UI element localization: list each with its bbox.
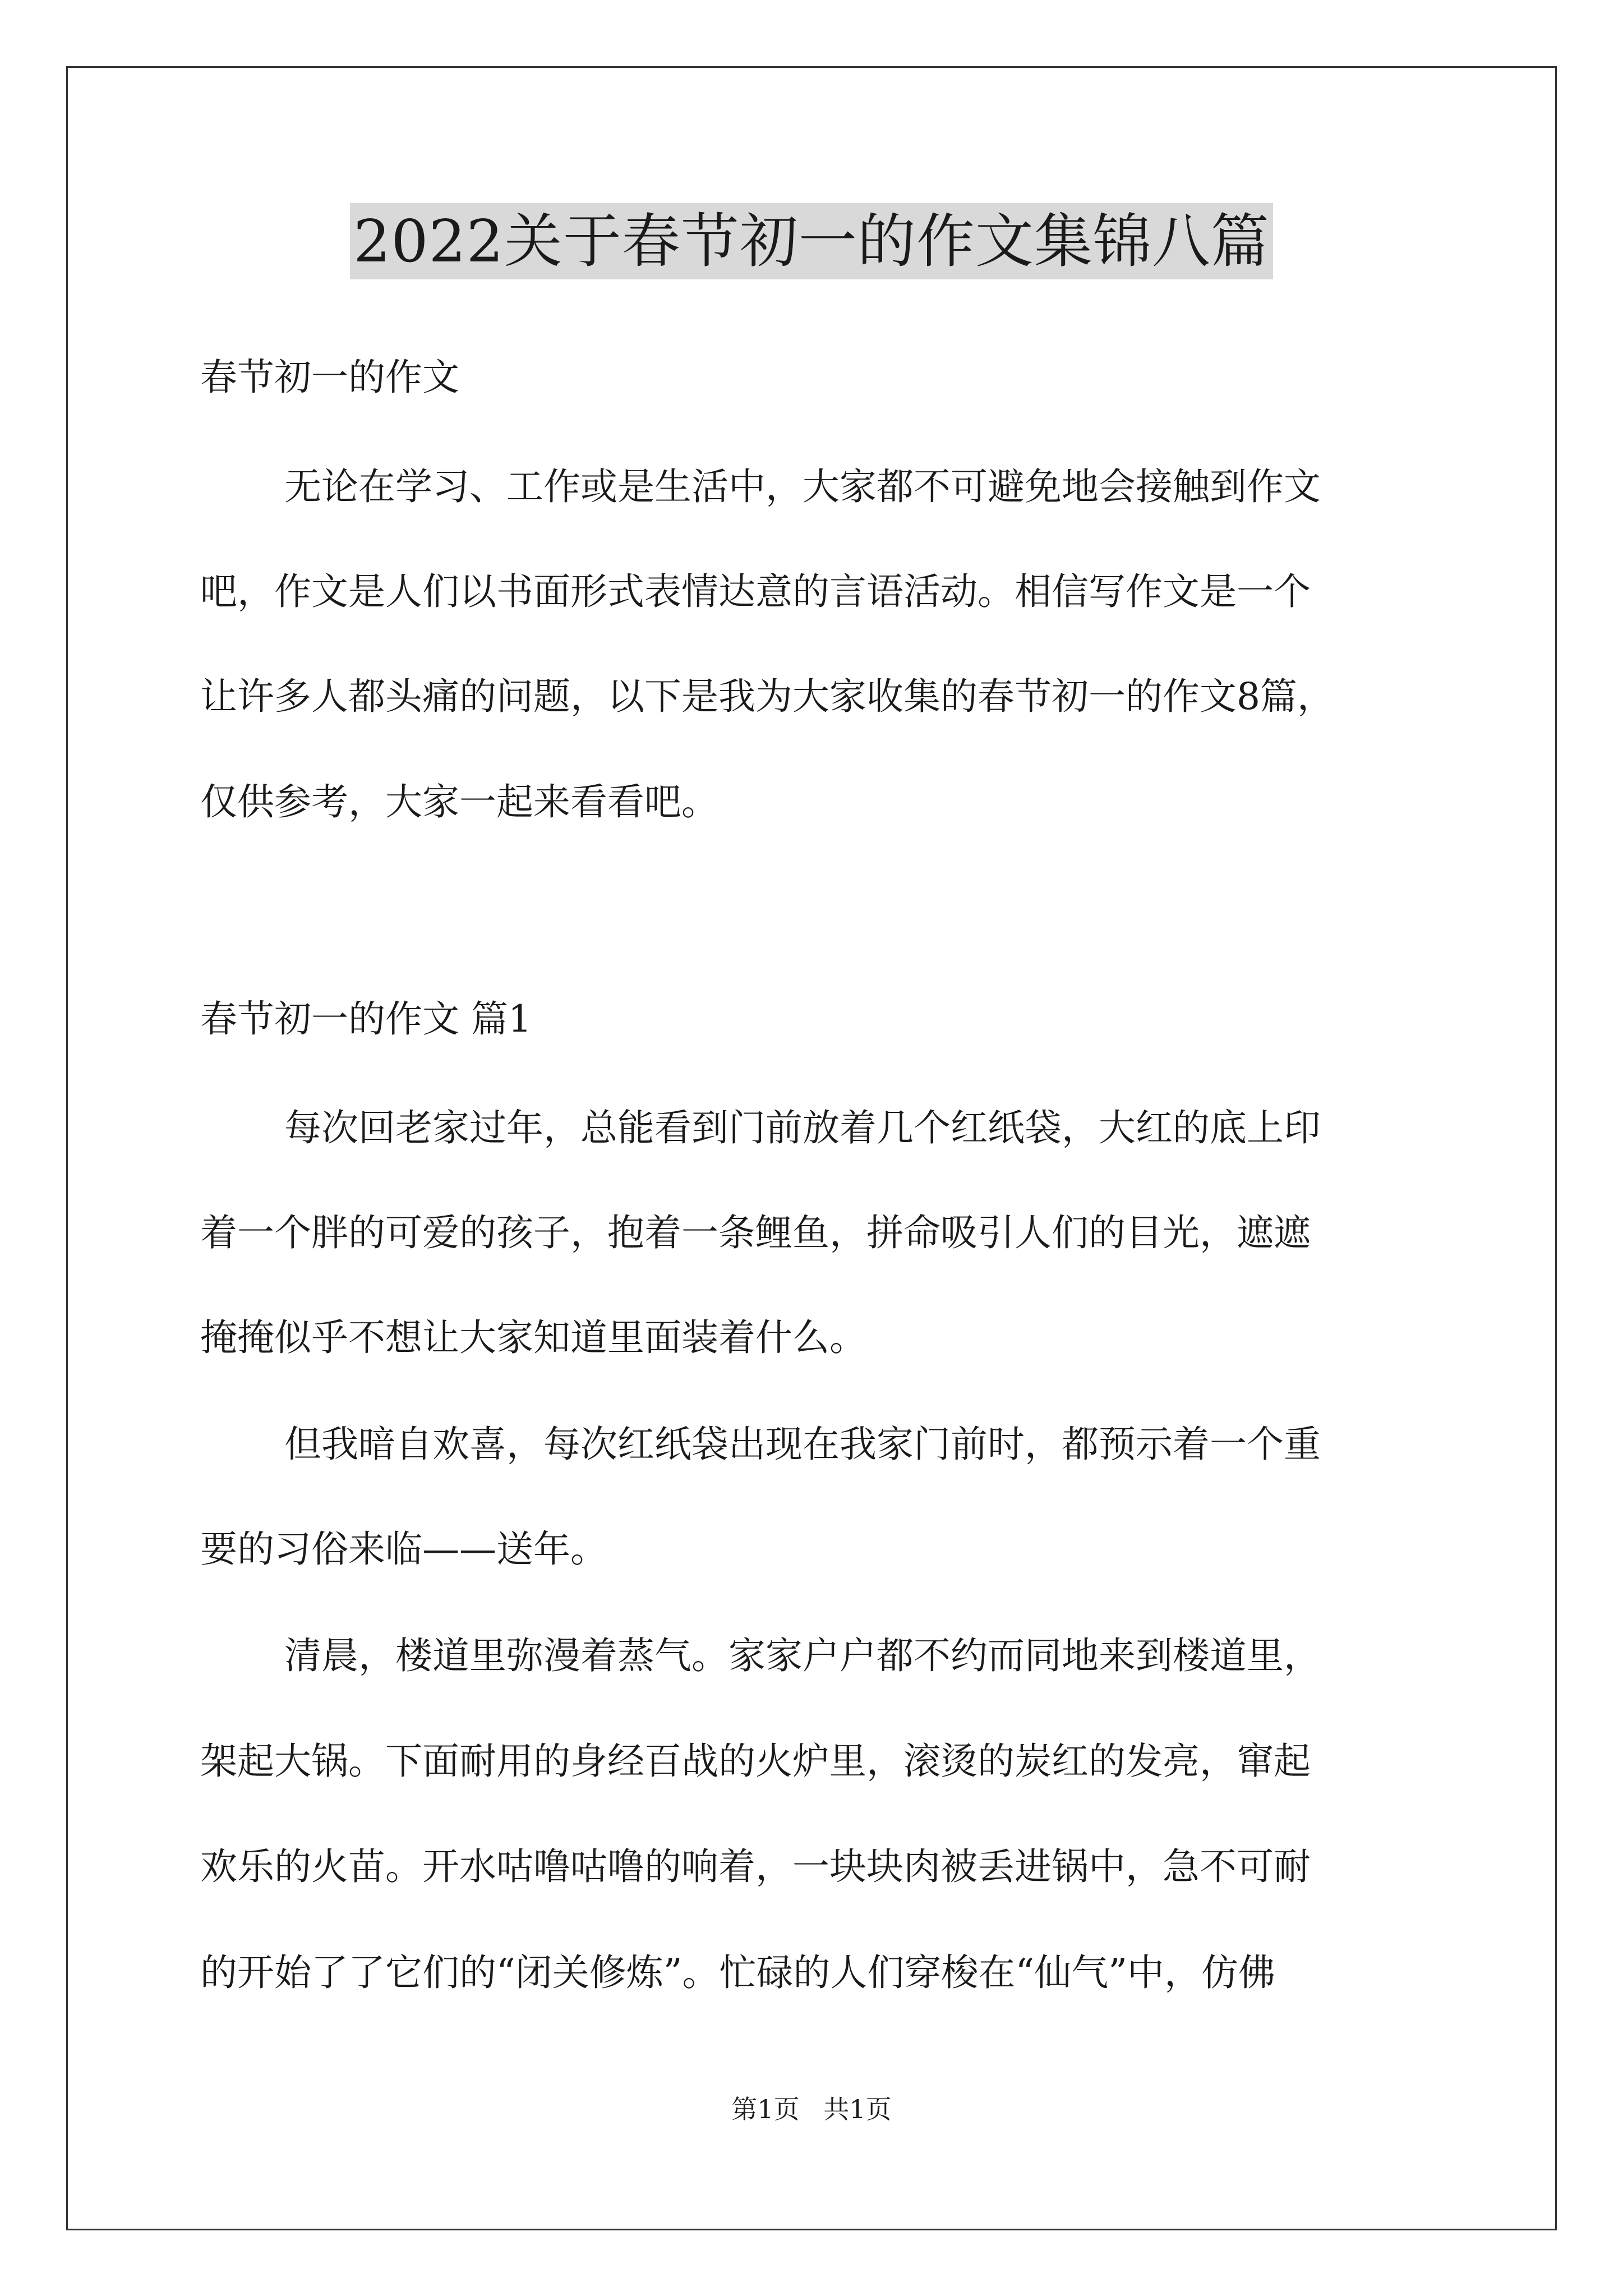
- paragraph-line: 欢乐的火苗。开水咕噜咕噜的响着，一块块肉被丢进锅中，急不可耐: [200, 1845, 1311, 1888]
- paragraph-line: 清晨，楼道里弥漫着蒸气。家家户户都不约而同地来到楼道里，: [284, 1634, 1321, 1677]
- paragraph-line: 着一个胖的可爱的孩子，抱着一条鲤鱼，拼命吸引人们的目光，遮遮: [200, 1211, 1311, 1254]
- document-title: 2022关于春节初一的作文集锦八篇: [350, 203, 1273, 279]
- section-heading: 春节初一的作文: [200, 356, 459, 399]
- page-footer: [0, 2092, 1623, 2126]
- paragraph-line: 架起大锅。下面耐用的身经百战的火炉里，滚烫的炭红的发亮，窜起: [200, 1740, 1311, 1783]
- paragraph-line: 每次回老家过年，总能看到门前放着几个红纸袋，大红的底上印: [284, 1106, 1321, 1149]
- page-number: 第1页: [731, 2094, 800, 2124]
- paragraph-line: 要的习俗来临——送年。: [200, 1527, 607, 1571]
- paragraph-line: 仅供参考，大家一起来看看吧。: [200, 780, 718, 823]
- paragraph-line: 让许多人都头痛的问题，以下是我为大家收集的春节初一的作文8篇，: [200, 675, 1334, 718]
- page-total: 共1页: [823, 2094, 892, 2124]
- paragraph-line: 吧，作文是人们以书面形式表情达意的言语活动。相信写作文是一个: [200, 570, 1311, 613]
- section-heading: 春节初一的作文 篇1: [200, 997, 532, 1041]
- title-container: [0, 203, 1623, 279]
- paragraph-line: 无论在学习、工作或是生活中，大家都不可避免地会接触到作文: [284, 465, 1321, 508]
- paragraph-line: 但我暗自欢喜，每次红纸袋出现在我家门前时，都预示着一个重: [284, 1423, 1321, 1466]
- paragraph-line: 的开始了了它们的“闭关修炼”。忙碌的人们穿梭在“仙气”中，仿佛: [200, 1951, 1275, 1994]
- paragraph-line: 掩掩似乎不想让大家知道里面装着什么。: [200, 1316, 866, 1359]
